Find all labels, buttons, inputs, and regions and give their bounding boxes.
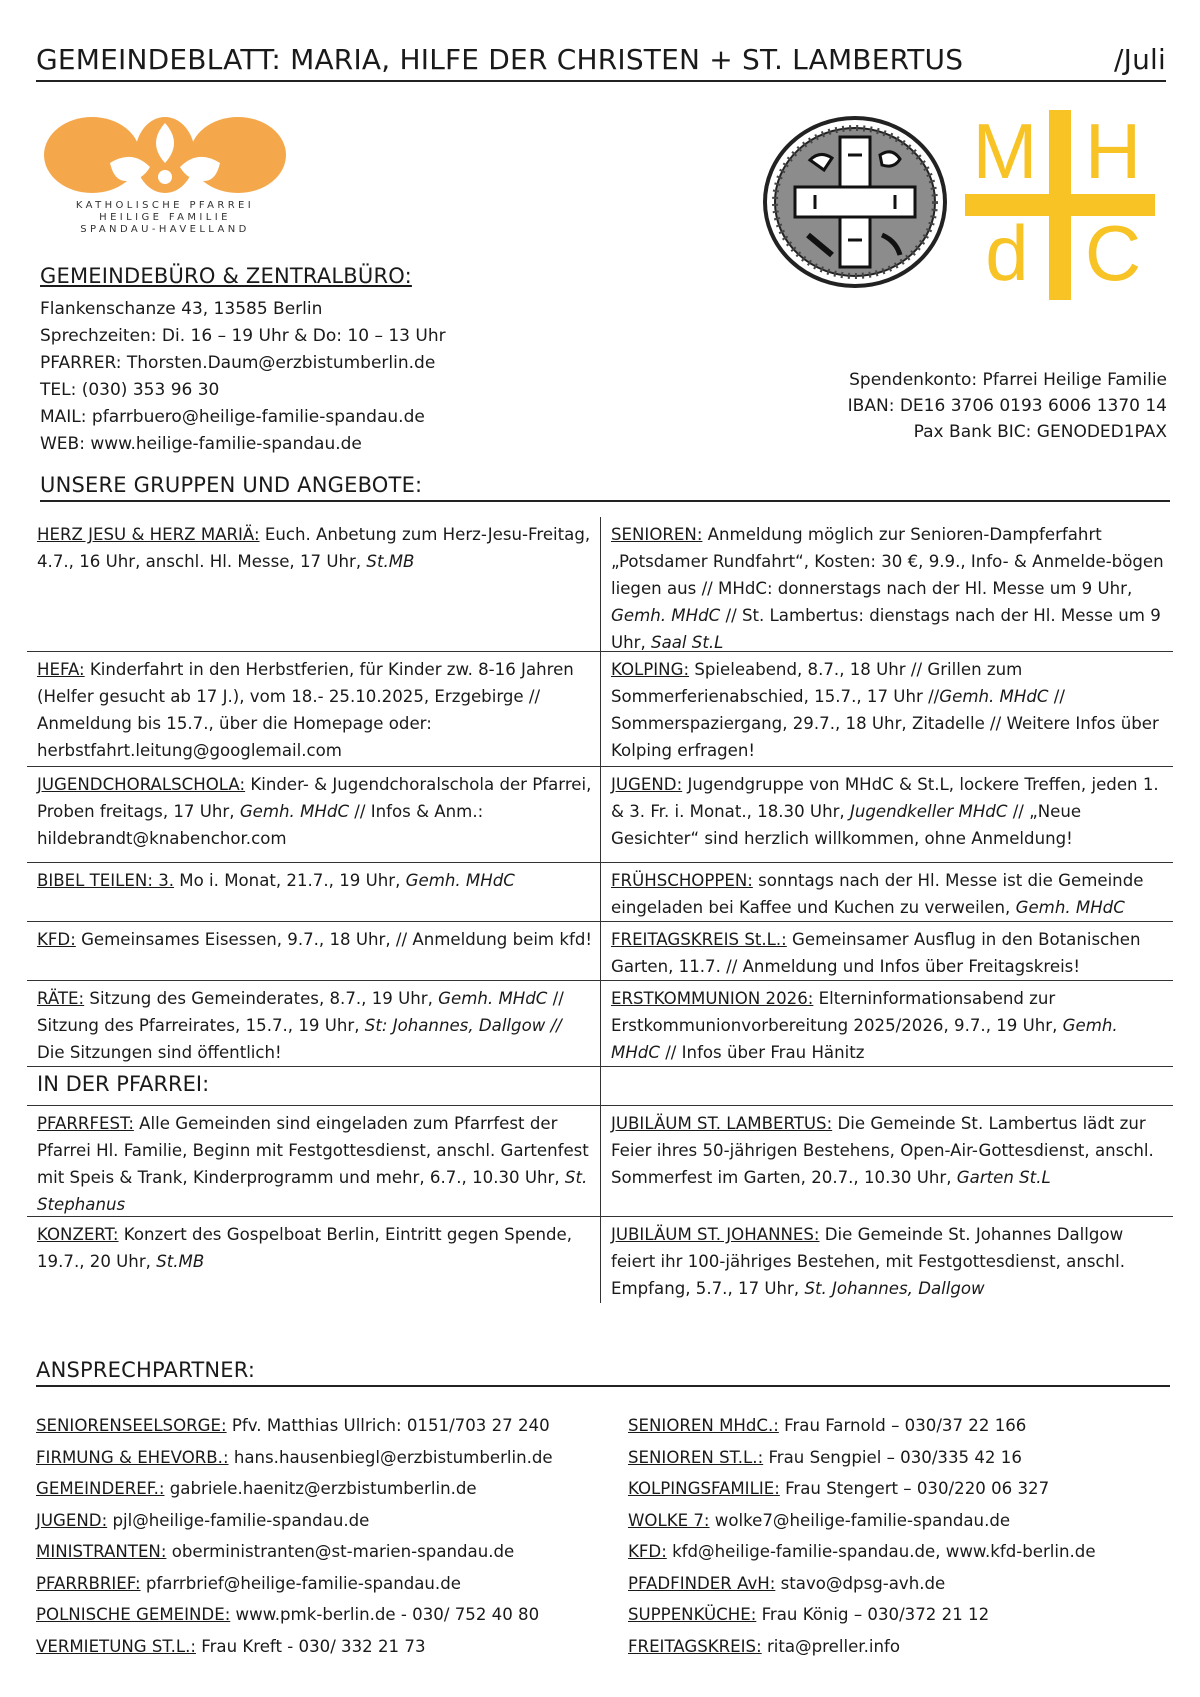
- groups-table: [27, 517, 1173, 1303]
- contact-item: [628, 1599, 1173, 1631]
- entry-text: // St. Lambertus: dienstags nach der Hl. Messe um 9 Uhr,: [611, 606, 1161, 652]
- contact-value: wolke7@heilige-familie-spandau.de: [709, 1510, 1011, 1530]
- entry-text: Elterninformationsabend zur Erstkommunionvorbereitung 2025/2026, 9.7., 19 Uhr,: [611, 989, 1063, 1035]
- entry-text: // Sitzung des Pfarreirates, 15.7., 19 Uhr,: [37, 989, 564, 1035]
- entry-text: Kinder- & Jugendchoralschola der Pfarrei, Proben freitags, 17 Uhr,: [37, 775, 592, 821]
- parish-entry: [600, 1217, 1172, 1303]
- contacts-heading: ANSPRECHPARTNER:: [36, 1355, 1170, 1387]
- entry-text: // „Neue Gesichter“ sind herzlich willkommen, ohne Anmeldung!: [611, 802, 1082, 848]
- pfarrei-logo-text: [40, 200, 290, 236]
- contact-item: [628, 1631, 1173, 1663]
- contact-item: [628, 1442, 1173, 1474]
- table-row: [27, 1217, 1173, 1303]
- mhdc-letter-c: C: [1084, 209, 1142, 297]
- cross-seal-icon: [760, 115, 950, 290]
- group-entry: [27, 652, 600, 766]
- office-phone: TEL: (030) 353 96 30: [40, 380, 220, 400]
- contact-item: [628, 1473, 1173, 1505]
- contact-value: pjl@heilige-familie-spandau.de: [107, 1510, 370, 1530]
- contact-value: Frau Sengpiel – 030/335 42 16: [763, 1447, 1022, 1467]
- entry-text: // Sommerspaziergang, 29.7., 18 Uhr, Zitadelle // Weitere Infos über Kolping erfragen!: [611, 687, 1159, 760]
- contact-value: gabriele.haenitz@erzbistumberlin.de: [164, 1479, 477, 1498]
- group-entry: [600, 652, 1172, 766]
- entry-text: Anmeldung möglich zur Senioren-Dampferfahrt „Potsdamer Rundfahrt“, Kosten: 30 €, 9.9., Info- & Anmelde-bögen liegen aus // MHdC: donnerstags nach der Hl. Messe um 9 Uhr,: [611, 525, 1164, 598]
- entry-label: JUBILÄUM ST. JOHANNES:: [611, 1225, 820, 1244]
- office-info: [40, 262, 600, 458]
- contact-item: [628, 1410, 1173, 1442]
- contact-label: SENIOREN ST.L.:: [628, 1447, 764, 1467]
- group-entry: [27, 981, 600, 1066]
- entry-text: Sitzung des Gemeinderates, 8.7., 19 Uhr,: [84, 989, 439, 1008]
- office-web: WEB: www.heilige-familie-spandau.de: [40, 434, 362, 454]
- entry-place: St: Johannes, Dallgow //: [364, 1016, 562, 1035]
- entry-place: Gemh. MHdC: [611, 1016, 1118, 1062]
- contact-value: oberministranten@st-marien-spandau.de: [166, 1542, 515, 1561]
- entry-text: Gemeinsamer Ausflug in den Botanischen Garten, 11.7. // Anmeldung und Infos über Freitagskreis!: [611, 930, 1141, 976]
- entry-text: Alle Gemeinden sind eingeladen zum Pfarrfest der Pfarrei Hl. Familie, Beginn mit Festgottesdienst, anschl. Gartenfest mit Speis & Trank, Kinderprogramm und mehr, 6.7., 10.30 Uhr,: [37, 1114, 589, 1187]
- entry-label: JUGEND:: [611, 775, 683, 794]
- pfarrei-logo-line: HEILIGE FAMILIE: [99, 212, 231, 223]
- table-row: [27, 981, 1173, 1067]
- contact-value: Frau Kreft - 030/ 332 21 73: [195, 1636, 426, 1656]
- entry-label: FREITAGSKREIS St.L.:: [611, 930, 787, 949]
- table-row: [27, 1067, 1173, 1106]
- contact-value: kfd@heilige-familie-spandau.de, www.kfd-berlin.de: [666, 1542, 1096, 1561]
- contact-item: [36, 1568, 626, 1600]
- pfarrei-logo-line: SPANDAU-HAVELLAND: [80, 224, 250, 235]
- table-row: [27, 767, 1173, 863]
- contact-value: rita@preller.info: [761, 1636, 900, 1656]
- entry-text: Mo i. Monat, 21.7., 19 Uhr,: [174, 871, 406, 890]
- table-row: [27, 1106, 1173, 1217]
- contact-item: [628, 1505, 1173, 1537]
- group-entry: [600, 767, 1172, 862]
- contact-label: PFADFINDER AvH:: [628, 1573, 776, 1593]
- entry-place: Jugendkeller MHdC: [849, 802, 1008, 821]
- entry-text: Die Sitzungen sind öffentlich!: [37, 1043, 282, 1062]
- entry-label: BIBEL TEILEN: 3.: [37, 871, 175, 890]
- entry-place: St.MB: [156, 1252, 205, 1271]
- entry-place: Gemh. MHdC: [611, 606, 721, 625]
- entry-place: Garten St.L: [956, 1168, 1051, 1187]
- entry-place: Gemh. MHdC: [438, 989, 548, 1008]
- table-row: [27, 922, 1173, 981]
- parish-entry: [27, 1217, 600, 1303]
- entry-label: PFARRFEST:: [37, 1114, 134, 1133]
- table-row: [27, 863, 1173, 922]
- parish-entry: [600, 1106, 1172, 1216]
- table-row: [27, 517, 1173, 652]
- contact-label: SENIOREN MHdC.:: [628, 1416, 779, 1435]
- contact-value: Pfv. Matthias Ullrich: 0151/703 27 240: [226, 1416, 550, 1435]
- contact-item: [36, 1410, 626, 1442]
- entry-label: HERZ JESU & HERZ MARIÄ:: [37, 525, 260, 544]
- entry-label: RÄTE:: [37, 989, 85, 1008]
- contact-value: Frau Farnold – 030/37 22 166: [778, 1416, 1027, 1435]
- office-pastor: PFARRER: Thorsten.Daum@erzbistumberlin.de: [40, 353, 436, 373]
- entry-place: Gemh. MHdC: [939, 687, 1049, 706]
- mhdc-logo: [965, 110, 1155, 300]
- contact-value: hans.hausenbiegl@erzbistumberlin.de: [228, 1447, 553, 1467]
- contact-label: VERMIETUNG ST.L.:: [36, 1636, 196, 1656]
- contact-label: KOLPINGSFAMILIE:: [628, 1479, 780, 1498]
- entry-place: Gemh. MHdC: [405, 871, 515, 890]
- parish-heading: IN DER PFARREI:: [37, 1072, 210, 1096]
- contact-label: WOLKE 7:: [628, 1510, 710, 1530]
- pfarrei-logo-icon: [40, 115, 290, 200]
- contact-label: PFARRBRIEF:: [36, 1573, 141, 1593]
- group-entry: [600, 981, 1172, 1066]
- contact-item: [36, 1505, 626, 1537]
- group-entry: [27, 767, 600, 862]
- group-entry: [27, 863, 600, 921]
- mhdc-letter-h: H: [1084, 110, 1142, 195]
- entry-label: KFD:: [37, 930, 76, 949]
- contact-item: [628, 1536, 1173, 1568]
- group-entry: [600, 517, 1172, 651]
- header: [36, 40, 1166, 82]
- entry-text: Die Gemeinde St. Johannes Dallgow feiert ihr 100-jähriges Bestehen, mit Festgottesdienst, anschl. Empfang, 5.7., 17 Uhr,: [611, 1225, 1126, 1298]
- mhdc-letter-d: d: [985, 209, 1029, 297]
- entry-label: FRÜHSCHOPPEN:: [611, 871, 753, 890]
- contact-item: [36, 1442, 626, 1474]
- contact-label: KFD:: [628, 1542, 667, 1561]
- entry-place: Gemh. MHdC: [239, 802, 350, 821]
- page-title: GEMEINDEBLATT: MARIA, HILFE DER CHRISTEN + ST. LAMBERTUS: [36, 43, 964, 76]
- group-entry: [27, 517, 600, 651]
- entry-label: HEFA:: [37, 660, 85, 679]
- mhdc-cross-icon: [965, 110, 1155, 300]
- entry-label: SENIOREN:: [611, 525, 703, 544]
- entry-text: Spieleabend, 8.7., 18 Uhr // Grillen zum Sommerferienabschied, 15.7., 17 Uhr //: [611, 660, 1023, 706]
- contact-item: [36, 1473, 626, 1505]
- entry-label: KONZERT:: [37, 1225, 119, 1244]
- entry-text: // Infos über Frau Hänitz: [659, 1043, 865, 1062]
- group-entry: [600, 922, 1172, 980]
- parish-entry: [27, 1106, 600, 1216]
- office-address: Flankenschanze 43, 13585 Berlin: [40, 299, 323, 319]
- entry-text: // Infos & Anm.: hildebrandt@knabenchor.com: [37, 802, 484, 848]
- contact-value: pfarrbrief@heilige-familie-spandau.de: [140, 1573, 461, 1593]
- contact-label: FREITAGSKREIS:: [628, 1636, 762, 1656]
- entry-text: Euch. Anbetung zum Herz-Jesu-Freitag, 4.7., 16 Uhr, anschl. Hl. Messe, 17 Uhr,: [37, 525, 591, 571]
- entry-place: Saal St.L: [651, 633, 724, 652]
- contact-item: [628, 1568, 1173, 1600]
- contact-label: GEMEINDEREF.:: [36, 1479, 165, 1498]
- contact-value: www.pmk-berlin.de - 030/ 752 40 80: [230, 1605, 540, 1624]
- contact-value: Frau Stengert – 030/220 06 327: [779, 1479, 1050, 1498]
- entry-place: St. Johannes, Dallgow: [804, 1279, 985, 1298]
- entry-label: JUBILÄUM ST. LAMBERTUS:: [611, 1114, 833, 1133]
- contact-label: JUGEND:: [36, 1510, 108, 1530]
- empty-cell: [600, 1067, 1172, 1105]
- office-hours: Sprechzeiten: Di. 16 – 19 Uhr & Do: 10 – 13 Uhr: [40, 326, 446, 346]
- contact-label: SUPPENKÜCHE:: [628, 1605, 757, 1624]
- bank-info: [747, 367, 1167, 445]
- contact-value: Frau König – 030/372 21 12: [756, 1605, 990, 1624]
- entry-label: ERSTKOMMUNION 2026:: [611, 989, 814, 1008]
- entry-text: Kinderfahrt in den Herbstferien, für Kinder zw. 8-16 Jahren (Helfer gesucht ab 17 J.), vom 18.- 25.10.2025, Erzgebirge // Anmeldung bis 15.7., über die Homepage oder: herbstfahrt.leitung@googlemail.com: [37, 660, 574, 760]
- month-label: /Juli: [1114, 43, 1166, 76]
- contacts-left-column: [36, 1410, 626, 1662]
- entry-label: KOLPING:: [611, 660, 690, 679]
- entry-place: St. Stephanus: [37, 1168, 588, 1214]
- pfarrei-logo-line: KATHOLISCHE PFARREI: [75, 200, 255, 211]
- contacts-right-column: [628, 1410, 1173, 1662]
- parish-seal: [760, 115, 950, 290]
- pfarrei-logo: [40, 115, 290, 245]
- contact-item: [36, 1536, 626, 1568]
- groups-heading: UNSERE GRUPPEN UND ANGEBOTE:: [40, 470, 1170, 502]
- contact-item: [36, 1631, 626, 1663]
- entry-text: sonntags nach der Hl. Messe ist die Gemeinde eingeladen bei Kaffee und Kuchen zu verweilen,: [611, 871, 1144, 917]
- contact-label: FIRMUNG & EHEVORB.:: [36, 1447, 229, 1467]
- contact-label: SENIORENSEELSORGE:: [36, 1416, 227, 1435]
- entry-label: JUGENDCHORALSCHOLA:: [37, 775, 246, 794]
- entry-text: Konzert des Gospelboat Berlin, Eintritt gegen Spende, 19.7., 20 Uhr,: [37, 1225, 572, 1271]
- bank-account: Spendenkonto: Pfarrei Heilige Familie: [849, 370, 1167, 390]
- contact-label: MINISTRANTEN:: [36, 1542, 167, 1561]
- group-entry: [600, 863, 1172, 921]
- entry-place: St.MB: [366, 552, 415, 571]
- entry-place: Gemh. MHdC: [1015, 898, 1125, 917]
- table-row: [27, 652, 1173, 767]
- contact-item: [36, 1599, 626, 1631]
- contact-label: POLNISCHE GEMEINDE:: [36, 1605, 231, 1624]
- entry-text: Jugendgruppe von MHdC & St.L, lockere Treffen, jeden 1. & 3. Fr. i. Monat., 18.30 Uhr,: [611, 775, 1159, 821]
- mhdc-letter-m: M: [972, 110, 1038, 195]
- entry-text: Die Gemeinde St. Lambertus lädt zur Feier ihres 50-jährigen Bestehens, Open-Air-Gottesdienst, anschl. Sommerfest im Garten, 20.7., 10.30 Uhr,: [611, 1114, 1154, 1187]
- bank-bic: Pax Bank BIC: GENODED1PAX: [913, 422, 1167, 442]
- bank-iban: IBAN: DE16 3706 0193 6006 1370 14: [847, 396, 1167, 416]
- group-entry: [27, 922, 600, 980]
- entry-text: Gemeinsames Eisessen, 9.7., 18 Uhr, // Anmeldung beim kfd!: [75, 930, 593, 949]
- office-heading: GEMEINDEBÜRO & ZENTRALBÜRO:: [40, 264, 412, 288]
- contact-value: stavo@dpsg-avh.de: [775, 1573, 946, 1593]
- office-mail: MAIL: pfarrbuero@heilige-familie-spandau.de: [40, 407, 425, 427]
